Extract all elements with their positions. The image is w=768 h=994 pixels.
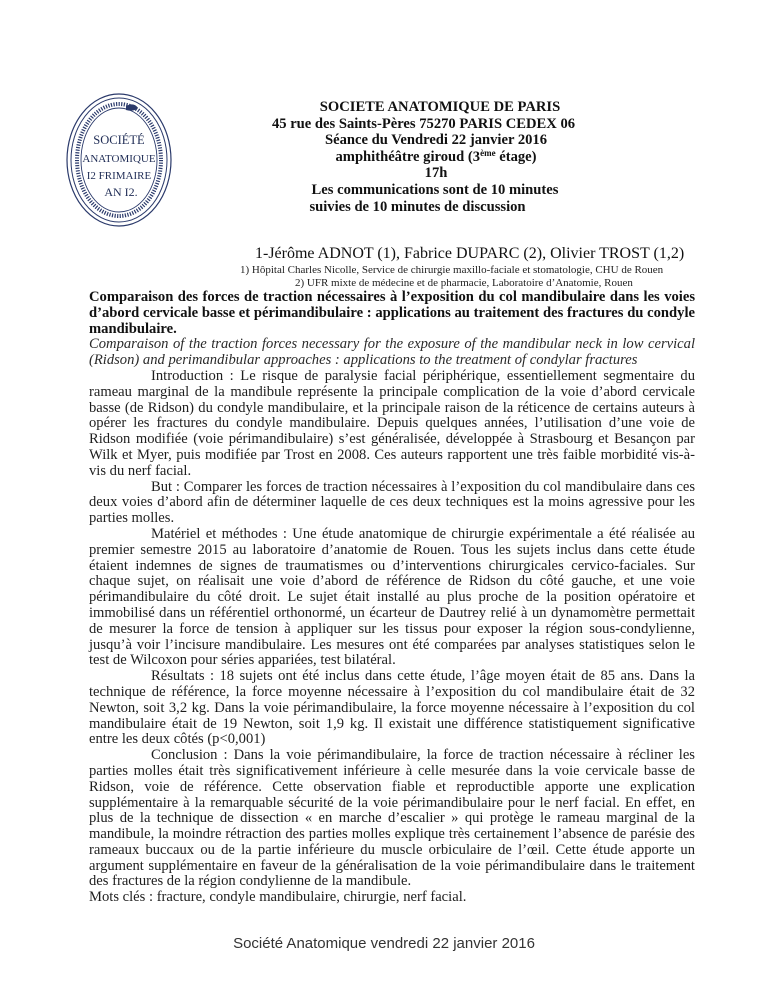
seal-line-2: ANATOMIQUE [82,153,156,165]
paragraph-objective: But : Comparer les forces de traction nécessaires à l’exposition du col mandibulaire dans ces deux voies d’abord afin de déterminer laquelle de ces deux techniques est la moins agressive pour les parties molles. [89,478,695,527]
paragraph-methods: Matériel et méthodes : Une étude anatomique de chirurgie expérimentale a été réalisée au premier semestre 2015 au laboratoire d’anatomie de Rouen. Tous les sujets inclus dans cette étude étaient indemnes de signes de traumatismes ou d’interventions chirurgicales cervico-faciales. Sur chaque sujet, on réalisait une voie d’abord de référence de Ridson du côté gauche, et une voie périmandibulaire du côté droit. Le sujet était installé au plus proche de la position opératoire et immobilisé dans un référentiel orthonormé, un écarteur de Dautrey relié à un dynamomètre permettait de mesurer la force de tension à appliquer sur les tissus pour exposer la région sous-condylienne, jusqu’à voir l’incisure mandibulaire. Les mesures ont été comparées par analyses statistiques selon le test de Wilcoxon pour séries appariées, test bilatéral. [89,525,695,669]
session-date: Séance du Vendredi 22 janvier 2016 [324,132,548,149]
abstract-body [89,290,695,906]
page-footer: Société Anatomique vendredi 22 janvier 2016 [233,935,535,952]
session-venue [292,149,580,166]
org-name: SOCIETE ANATOMIQUE DE PARIS [319,99,561,115]
venue-prefix: amphithéâtre giroud (3 [335,148,481,165]
session-header [270,99,580,215]
paragraph-conclusion: Conclusion : Dans la voie périmandibulaire, la force de traction nécessaire à récliner les parties molles était très significativement inférieure à celle mesurée dans la voie cervicale basse de Ridson, voie de référence. Cette observation fiable et reproductible apporte une explication supplémentaire à la remarquable sécurité de la voie périmandibulaire pour le nerf facial. En effet, en plus de la technique de dissection « en marche d’escalier » qui protège le rameau marginal de la mandibule, la moindre rétraction des parties molles explique très certainement l’absence de parésie des rameaux buccaux ou de la partie inférieure du muscle orbiculaire de l’œil. Cette étude apporte un argument supplémentaire en faveur de la généralisation de la voie périmandibulaire dans le traitement des fractures de la région condylienne de la mandibule. [89,747,695,890]
seal-line-4: AN I2. [104,185,138,199]
paragraph-results: Résultats : 18 sujets ont été inclus dans cette étude, l’âge moyen était de 85 ans. Dans la technique de référence, la force moyenne nécessaire à l’exposition du col mandibulaire était de 32 Newton, soit 3,2 kg. Dans la voie périmandibulaire, la force moyenne nécessaire à l’exposition du col mandibulaire était de 19 Newton, soit 1,9 kg. Il existait une différence statistiquement significative entre les deux côtés (p<0,001) [89,668,695,748]
author-list: 1-Jérôme ADNOT (1), Fabrice DUPARC (2), Olivier TROST (1,2) [255,245,685,262]
abstract-title-fr: Comparaison des forces de traction nécessaires à l’exposition du col mandibulaire dans les voies d’abord cervicale basse et périmandibulaire : applications au traitement des fractures du condyle mandibulaire. [89,289,695,337]
abstract-title-en: Comparaison of the traction forces necessary for the exposure of the mandibular neck in low cervical (Ridson) and perimandibular approaches : applications to the treatment of condylar fractures [89,336,695,369]
seal-line-1: SOCIÉTÉ [93,133,145,147]
societe-anatomique-seal-logo [64,90,174,230]
session-duration-line-2: suivies de 10 minutes de discussion [309,198,526,215]
session-duration-line-1: Les communications sont de 10 minutes [311,181,559,198]
venue-suffix: étage) [495,148,537,165]
session-time: 17h [424,165,448,182]
keywords: Mots clés : fracture, condyle mandibulaire, chirurgie, nerf facial. [89,889,467,906]
affiliation-2: 2) UFR mixte de médecine et de pharmacie, Laboratoire d’Anatomie, Rouen [295,277,633,289]
seal-line-3: I2 FRIMAIRE [86,170,152,182]
org-address: 45 rue des Saints-Pères 75270 PARIS CEDEX 06 [271,115,576,132]
affiliation-1: 1) Hôpital Charles Nicolle, Service de chirurgie maxillo-faciale et stomatologie, CHU de Rouen [240,264,664,276]
paragraph-introduction: Introduction : Le risque de paralysie facial périphérique, essentiellement segmentaire du rameau marginal de la mandibule représente la principale complication de la voie d’abord cervicale basse (de Ridson) du condyle mandibulaire, et la principale raison de la réticence de certains auteurs à opérer les fractures du condyle mandibulaire. Depuis quelques années, l’utilisation d’une voie de Ridson modifiée (voie périmandibulaire) s’est généralisée, développée à Strasbourg et Besançon par Wilk et Myer, puis modifiée par Trost en 2008. Ces auteurs rapportent une très faible morbidité vis-à-vis du nerf facial. [89,367,695,479]
venue-floor-superscript: ème [480,147,496,158]
